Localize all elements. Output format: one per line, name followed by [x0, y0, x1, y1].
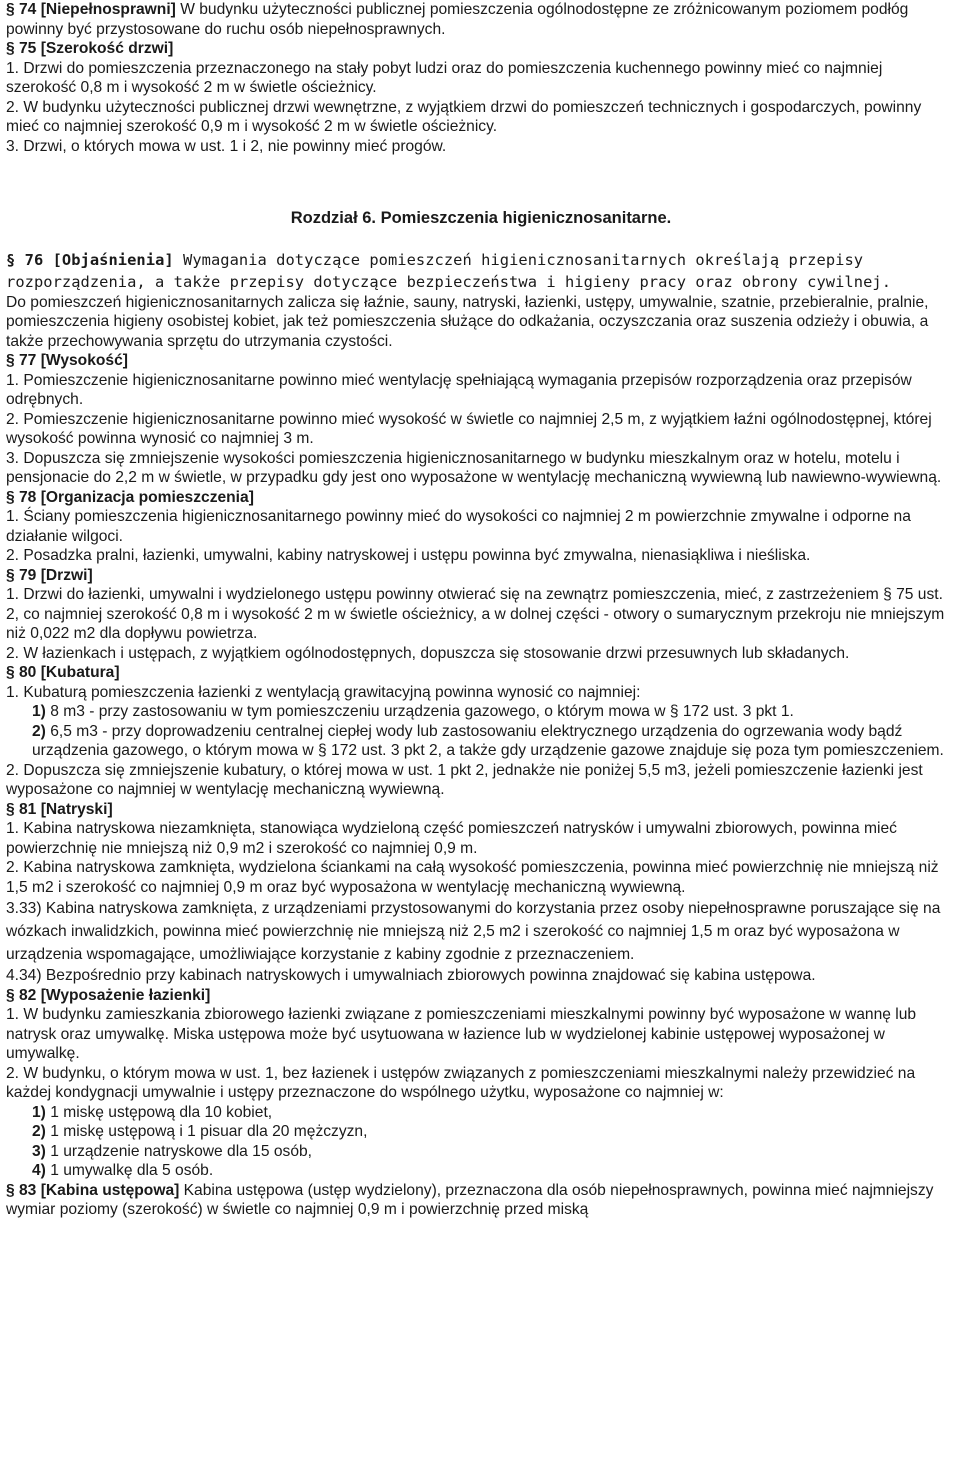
section-number: § 79 — [6, 566, 37, 584]
section-82-heading — [6, 986, 956, 1006]
paragraph: 1. Drzwi do łazienki, umywalni i wydzielonego ustępu powinny otwierać się na zewnątrz pomieszczenia, mieć, z zastrzeżeniem § 75 ust. 2, co najmniej szerokość 0,8 m i wysokość 2 m w świetle ościeżnicy, a w dolnej części - otwory o sumarycznym przekroju nie mniejszym niż 0,022 m2 dla dopływu powietrza. — [6, 586, 945, 642]
paragraph: 2. Pomieszczenie higienicznosanitarne powinno mieć wysokość w świetle co najmniej 2,5 m, z wyjątkiem łaźni ogólnodostępnej, której wysokość powinna wynosić co najmniej 3 m. — [6, 410, 932, 447]
section-title: [Niepełnosprawni] — [40, 1, 176, 18]
section-text: Kabina ustępowa (ustęp wydzielony), przeznaczona dla osób niepełnosprawnych, powinna mieć najmniejszy wymiar poziomy (szerokość) w świetle co najmniej 0,9 m i powierzchnię przed miską — [6, 1181, 934, 1218]
paragraph: 1. Ściany pomieszczenia higienicznosanitarnego powinny mieć do wysokości co najmniej 2 m powierzchnie zmywalne i odporne na działanie wilgoci. — [6, 508, 911, 545]
item-number: 1) — [32, 1103, 46, 1121]
paragraph: 1. Drzwi do pomieszczenia przeznaczonego na stały pobyt ludzi oraz do pomieszczenia kuchennego powinny mieć co najmniej szerokość 0,8 m i wysokość 2 m w świetle ościeżnicy. — [6, 59, 883, 96]
section-text: Wymagania dotyczące pomieszczeń higienicznosanitarnych określają przepisy rozporządzenia, a także przepisy dotyczące bezpieczeństwa i higieny pracy oraz obrony cywilnej. — [6, 250, 892, 291]
list-item — [6, 702, 956, 722]
section-79-heading — [6, 566, 956, 586]
item-number: 1) — [32, 703, 46, 720]
list-item — [6, 1142, 956, 1162]
section-title: [Natryski] — [40, 800, 113, 818]
paragraph: 3.33) Kabina natryskowa zamknięta, z urządzeniami przystosowanymi do korzystania przez osoby niepełnosprawne poruszające się na wózkach inwalidzkich, powinna mieć powierzchnię nie mniejszą niż 2,5 m2 i szerokość co najmniej 1,5 m oraz być wyposażona w urządzenia wspomagające, umożliwiające korzystanie z kabiny zgodnie z przeznaczeniem. — [6, 900, 941, 963]
chapter-title: Rozdział 6. Pomieszczenia higienicznosanitarne. — [290, 209, 672, 227]
section-75-heading — [6, 39, 956, 59]
paragraph: Do pomieszczeń higienicznosanitarnych zalicza się łaźnie, sauny, natryski, łazienki, ustępy, umywalnie, szatnie, przebieralnie, pralnie, pomieszczenia higieny osobistej kobiet, jak też pomieszczenia służące do odkażania, oczyszczania oraz suszenia odzieży i obuwia, a także przechowywania sprzętu do utrzymania czystości. — [6, 293, 929, 350]
section-title: [Szerokość drzwi] — [40, 40, 174, 57]
paragraph: 1. W budynku zamieszkania zbiorowego łazienki związane z pomieszczeniami mieszkalnymi powinny być wyposażone w wannę lub natrysk oraz umywalkę. Miska ustępowa może być usytuowana w łazience lub w wydzielonej kabinie ustępowej wyposażonej w umywalkę. — [6, 1006, 917, 1062]
section-number: § 81 — [6, 800, 37, 818]
section-title: [Wyposażenie łazienki] — [40, 986, 211, 1004]
item-text: 1 miskę ustępową dla 10 kobiet, — [45, 1103, 273, 1121]
paragraph: 2. Kabina natryskowa zamknięta, wydzielona ściankami na całą wysokość pomieszczenia, powinna mieć powierzchnię nie mniejszą niż 1,5 m2 i szerokość co najmniej 0,9 m oraz być wyposażona w wentylację mechaniczną wywiewną. — [6, 859, 939, 896]
section-title: [Objaśnienia] — [52, 250, 174, 269]
section-text: W budynku użyteczności publicznej pomieszczenia ogólnodostępne ze zróżnicowanym poziomem podłóg powinny być przystosowane do ruchu osób niepełnosprawnych. — [6, 1, 909, 38]
section-74 — [6, 0, 956, 39]
section-number: § 78 — [6, 488, 37, 506]
section-number: § 76 — [6, 250, 44, 269]
section-number: § 75 — [6, 40, 37, 57]
document-page — [6, 0, 956, 1220]
section-title: [Kabina ustępowa] — [40, 1181, 180, 1199]
list-item — [6, 1122, 956, 1142]
paragraph: 3. Drzwi, o których mowa w ust. 1 i 2, nie powinny mieć progów. — [6, 137, 447, 155]
paragraph: 1. Pomieszczenie higienicznosanitarne powinno mieć wentylację spełniającą wymagania przepisów rozporządzenia oraz przepisów odrębnych. — [6, 371, 912, 408]
section-title: [Organizacja pomieszczenia] — [40, 488, 254, 506]
item-number: 2) — [32, 722, 46, 740]
paragraph: 1. Kubaturą pomieszczenia łazienki z wentylacją grawitacyjną powinna wynosić co najmniej: — [6, 683, 641, 701]
paragraph: 2. W budynku, o którym mowa w ust. 1, bez łazienek i ustępów związanych z pomieszczeniami mieszkalnymi należy przewidzieć na każdej kondygnacji umywalnie i ustępy przeznaczone do wspólnego użytku, wyposażone co najmniej w: — [6, 1064, 916, 1101]
paragraph: 3. Dopuszcza się zmniejszenie wysokości pomieszczenia higienicznosanitarnego w budynku mieszkalnym oraz w hotelu, motelu i pensjonacie do 2,2 m w świetle, w przypadku gdy jest ono wyposażone w wentylację mechaniczną wywiewną lub nawiewno-wywiewną. — [6, 449, 942, 486]
section-number: § 83 — [6, 1181, 37, 1199]
paragraph: 2. Dopuszcza się zmniejszenie kubatury, o której mowa w ust. 1 pkt 2, jednakże nie poniżej 5,5 m3, jeżeli pomieszczenie łazienki jest wyposażone co najmniej w wentylację mechaniczną wywiewną. — [6, 761, 923, 798]
list-item — [6, 1103, 956, 1123]
section-title: [Drzwi] — [40, 566, 93, 584]
section-title: [Wysokość] — [40, 352, 128, 369]
item-text: 6,5 m3 - przy doprowadzeniu centralnej ciepłej wody lub zastosowaniu elektrycznego urządzenia do ogrzewania wody bądź urządzenia gazowego, o którym mowa w § 172 ust. 3 pkt 2, a także gdy urządzenie gazowe znajduje się poza tym pomieszczeniem. — [32, 722, 944, 759]
item-text: 1 miskę ustępową i 1 pisuar dla 20 mężczyzn, — [45, 1123, 368, 1140]
item-text: 1 urządzenie natryskowe dla 15 osób, — [45, 1142, 312, 1160]
section-title: [Kubatura] — [40, 664, 120, 681]
section-number: § 80 — [6, 664, 37, 681]
item-text: 1 umywalkę dla 5 osób. — [45, 1162, 214, 1179]
list-item — [6, 1161, 956, 1181]
item-number: 4) — [32, 1162, 46, 1179]
paragraph: 1. Kabina natryskowa niezamknięta, stanowiąca wydzieloną część pomieszczeń natrysków i umywalni zbiorowych, powinna mieć powierzchnię nie mniejszą niż 0,9 m2 i szerokość co najmniej 0,9 m. — [6, 820, 897, 857]
section-number: § 82 — [6, 986, 37, 1004]
section-83 — [6, 1181, 956, 1220]
section-77-heading — [6, 351, 956, 371]
list-item — [6, 722, 956, 761]
section-76 — [6, 249, 956, 293]
section-81-heading — [6, 800, 956, 820]
section-number: § 77 — [6, 352, 37, 369]
section-number: § 74 — [6, 1, 37, 18]
paragraph: 4.34) Bezpośrednio przy kabinach natryskowych i umywalniach zbiorowych powinna znajdować się kabina ustępowa. — [6, 967, 816, 984]
item-number: 2) — [32, 1123, 46, 1140]
item-text: 8 m3 - przy zastosowaniu w tym pomieszczeniu urządzenia gazowego, o którym mowa w § 172 ust. 3 pkt 1. — [45, 703, 794, 720]
section-78-heading — [6, 488, 956, 508]
paragraph: 2. W łazienkach i ustępach, z wyjątkiem ogólnodostępnych, dopuszcza się stosowanie drzwi przesuwnych lub składanych. — [6, 644, 850, 662]
paragraph: 2. Posadzka pralni, łazienki, umywalni, kabiny natryskowej i ustępu powinna być zmywalna, nienasiąkliwa i nieśliska. — [6, 547, 811, 564]
section-80-heading — [6, 663, 956, 683]
paragraph: 2. W budynku użyteczności publicznej drzwi wewnętrzne, z wyjątkiem drzwi do pomieszczeń technicznych i gospodarczych, powinny mieć co najmniej szerokość 0,9 m i wysokość 2 m w świetle ościeżnicy. — [6, 98, 922, 135]
item-number: 3) — [32, 1142, 46, 1160]
